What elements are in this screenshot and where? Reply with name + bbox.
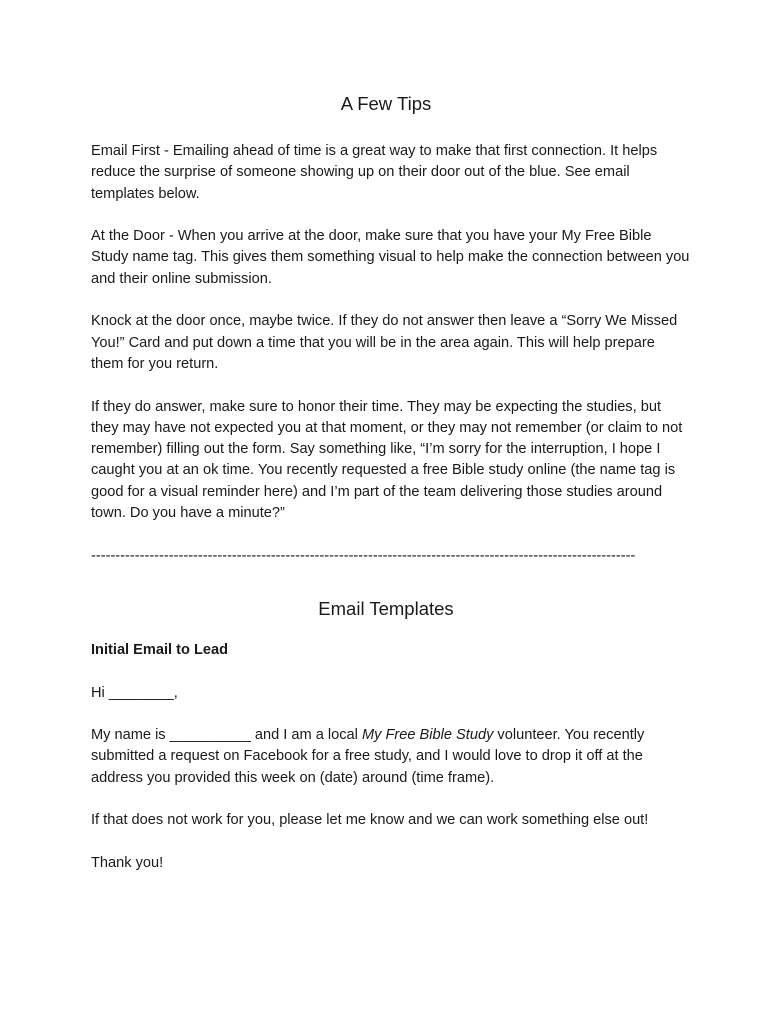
tip-email-first: Email First - Emailing ahead of time is a great way to make that first connection. It helps reduce the surprise of someone showing up on their door out of the blue. See email templates below.: [91, 143, 658, 202]
template-body: [91, 725, 691, 789]
template-body-part1: My name is __________ and I am a local: [91, 727, 362, 744]
tips-title: A Few Tips: [340, 93, 432, 114]
tip-if-they-answer: If they do answer, make sure to honor their time. They may be expecting the studies, but they may have not expected you at that moment, or they may not remember (or claim to not remember) filling out the form. Say something like, “I’m sorry for the interruption, I hope I caught you at an ok time. You recently requested a free Bible study online (the name tag is good for a visual reminder here) and I’m part of the team delivering those studies around town. Do you have a minute?”: [91, 398, 683, 522]
template-body-part2: volunteer. You recently submitted a request on Facebook for a free study, and I would love to drop it off at the address you provided this week on (date) around (time frame).: [91, 727, 645, 786]
template-signoff: Thank you!: [91, 854, 164, 871]
section-divider: ----------------------------------------------------------------------------------------------------------------: [91, 547, 636, 564]
template-body-italic: My Free Bible Study: [361, 727, 494, 744]
template-followup: If that does not work for you, please let me know and we can work something else out!: [91, 812, 649, 829]
templates-title: Email Templates: [318, 597, 454, 619]
tip-at-the-door: At the Door - When you arrive at the door, make sure that you have your My Free Bible Study name tag. This gives them something visual to help make the connection between you and their online submission.: [91, 228, 690, 287]
template-subheading: Initial Email to Lead: [91, 641, 229, 658]
tip-knock: Knock at the door once, maybe twice. If they do not answer then leave a “Sorry We Missed You!” Card and put down a time that you will be in the area again. This will help prepare them for you return.: [91, 313, 678, 372]
template-greeting: Hi ________,: [91, 684, 178, 701]
document-content: [91, 92, 691, 896]
